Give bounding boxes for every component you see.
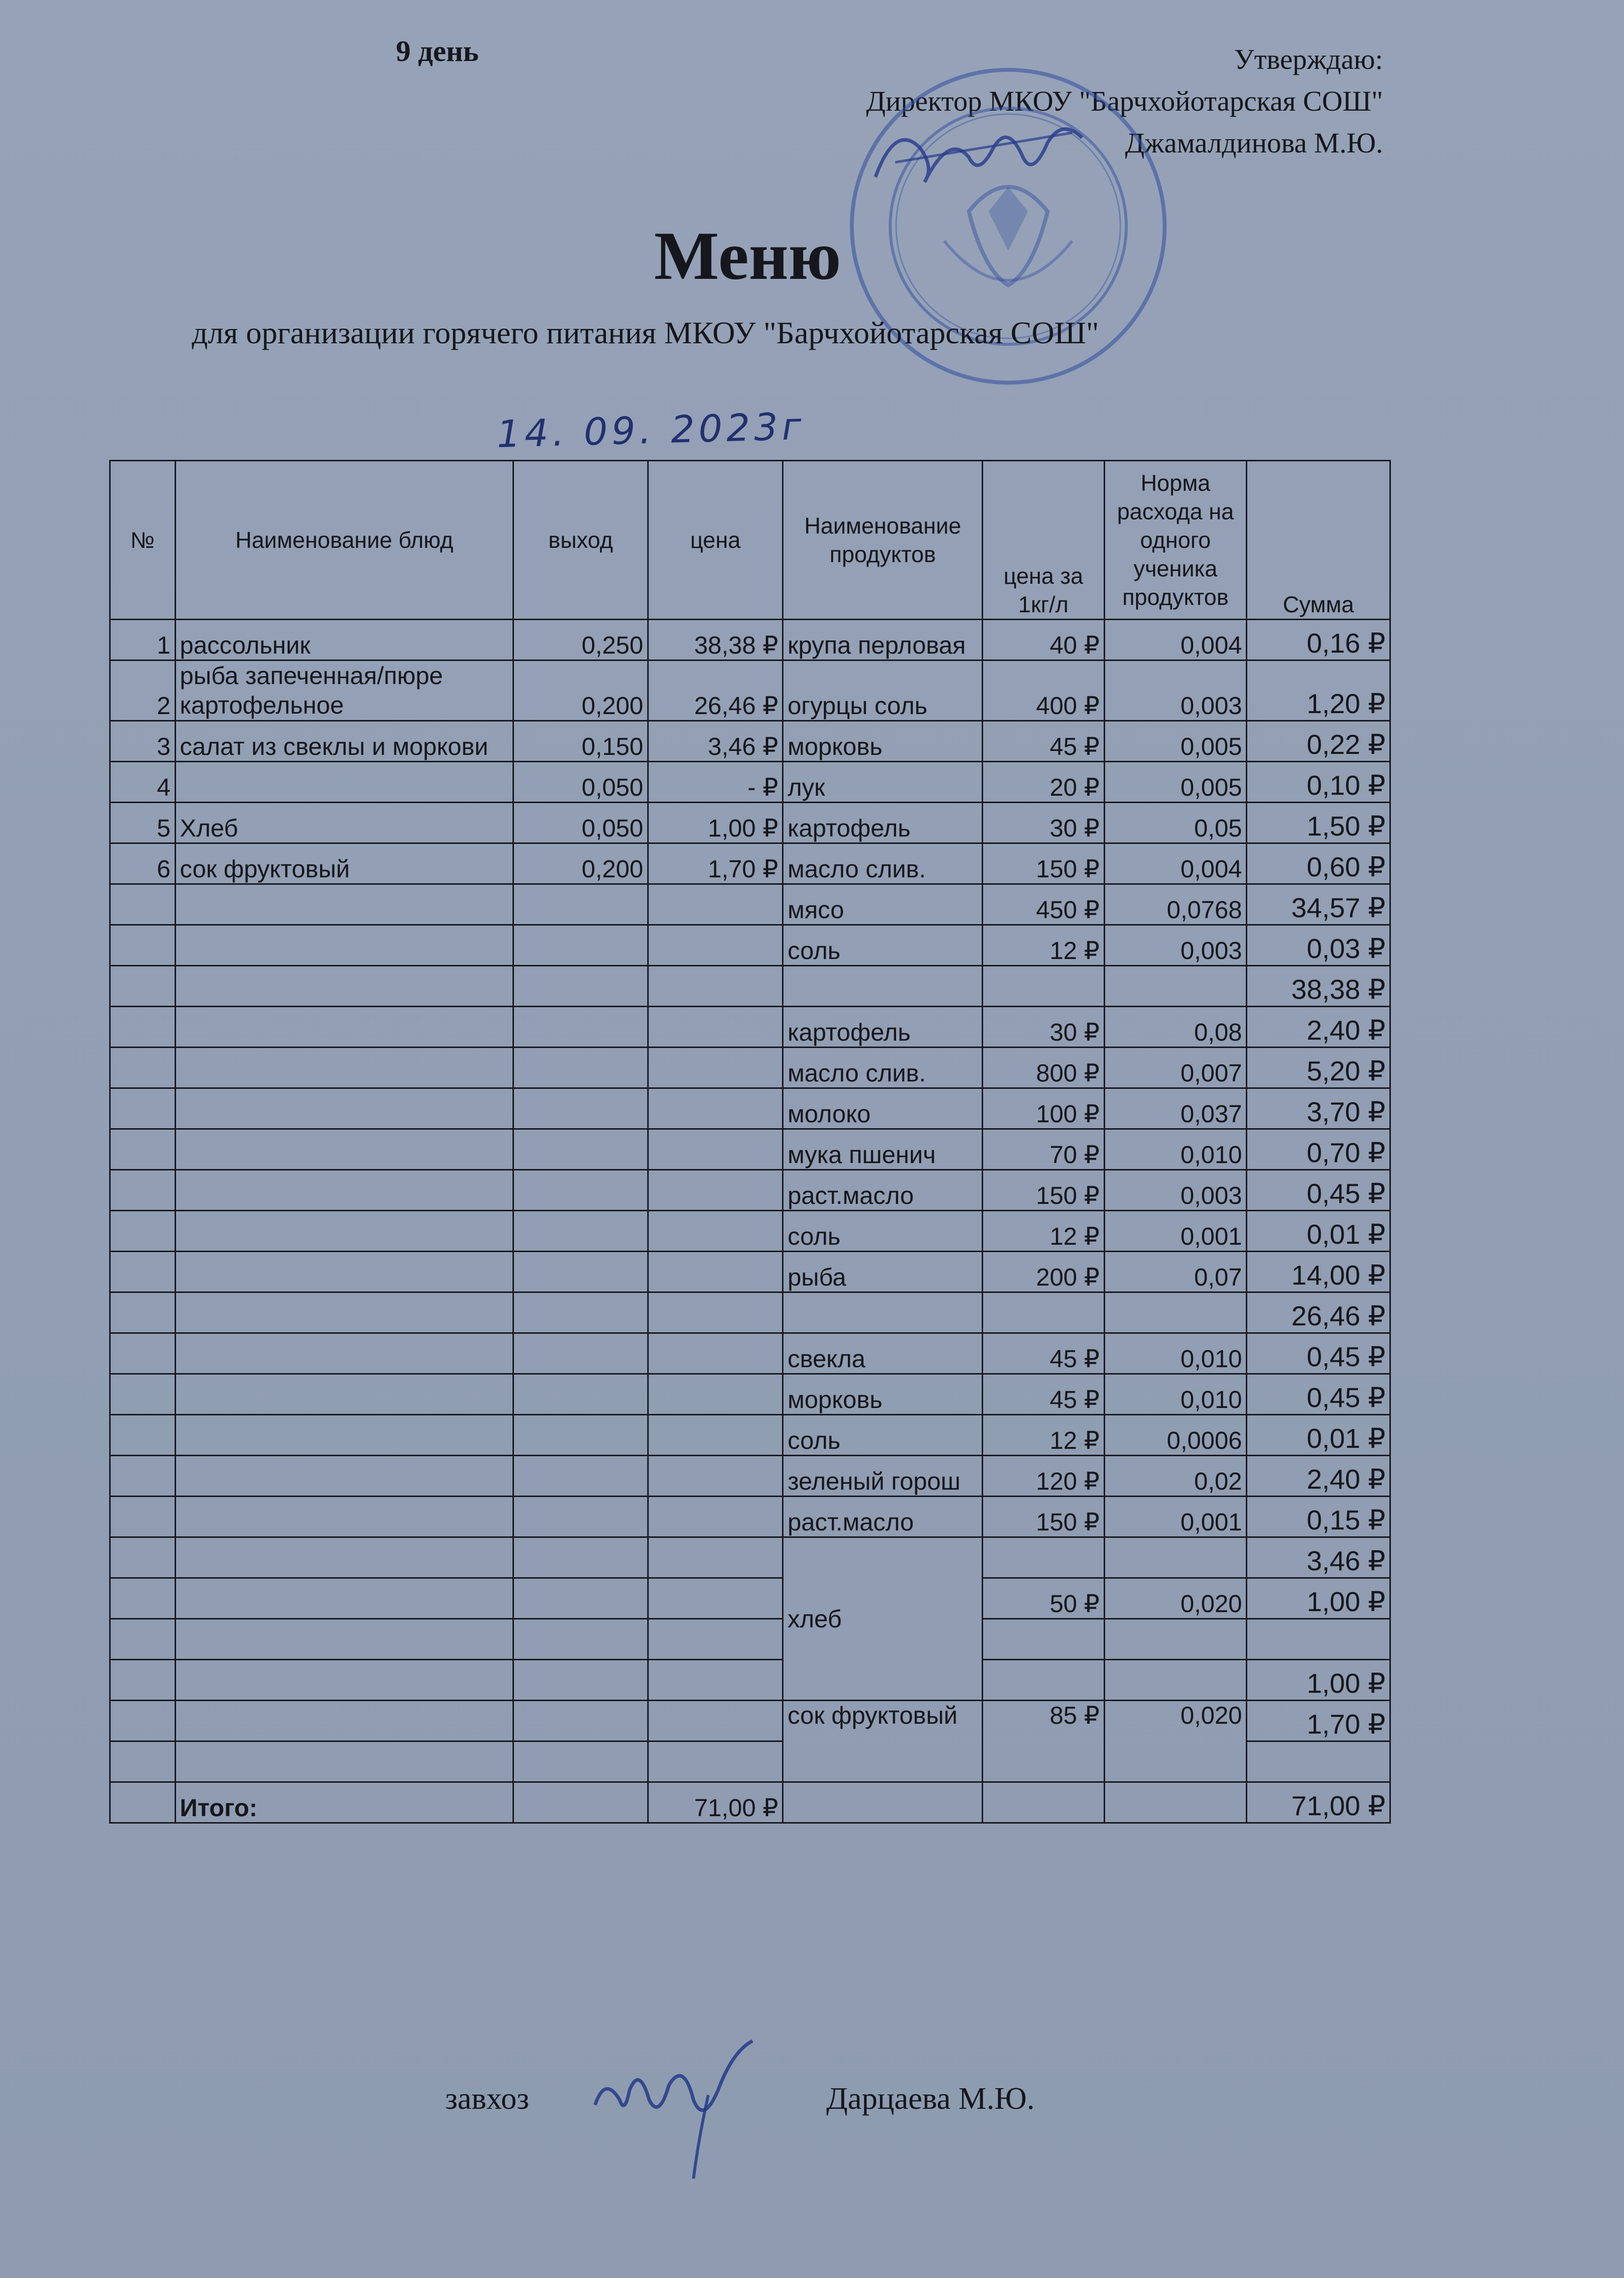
row-price-per-kg: [983, 1619, 1104, 1660]
row-output: [513, 1088, 648, 1129]
row-price: [648, 1537, 783, 1578]
row-no: [110, 1292, 176, 1333]
row-output: 0,200: [513, 660, 648, 721]
row-no: [110, 1456, 176, 1497]
row-norm: 0,001: [1104, 1211, 1247, 1252]
row-price-per-kg: 150 ₽: [983, 1497, 1104, 1537]
row-dish: [175, 1701, 513, 1741]
row-price-per-kg: 200 ₽: [983, 1252, 1104, 1292]
row-sum: 0,45 ₽: [1247, 1374, 1390, 1415]
table-row: [110, 966, 1390, 1007]
row-product: [783, 1292, 983, 1333]
total-label: Итого:: [175, 1782, 513, 1823]
row-no: [110, 1129, 176, 1170]
row-norm: 0,001: [1104, 1497, 1247, 1537]
row-price: [648, 1415, 783, 1456]
row-dish: [175, 1252, 513, 1292]
row-sum: 0,22 ₽: [1247, 721, 1390, 762]
row-no: [110, 1578, 176, 1619]
row-price: [648, 925, 783, 966]
row-price: [648, 1007, 783, 1048]
row-product: крупа перловая: [783, 620, 983, 660]
total-no: [110, 1782, 176, 1823]
row-no: [110, 1088, 176, 1129]
row-norm: [1104, 1660, 1247, 1701]
row-product: [783, 966, 983, 1007]
row-sum: [1247, 1619, 1390, 1660]
table-total-row: [110, 1782, 1390, 1823]
row-product: соль: [783, 1415, 983, 1456]
row-price-per-kg: 30 ₽: [983, 1007, 1104, 1048]
row-output: [513, 1129, 648, 1170]
footer-role: завхоз: [445, 2081, 529, 2116]
row-price-per-kg: 12 ₽: [983, 1211, 1104, 1252]
row-norm: 0,07: [1104, 1252, 1247, 1292]
row-dish: [175, 1007, 513, 1048]
row-dish: салат из свеклы и моркови: [175, 721, 513, 762]
row-price: [648, 884, 783, 925]
row-no: [110, 1170, 176, 1211]
table-row: [110, 721, 1390, 762]
row-norm: 0,037: [1104, 1088, 1247, 1129]
header-norm: Норма расхода на одного ученика продуктов: [1104, 461, 1247, 620]
menu-table: [109, 460, 1391, 1824]
row-norm: [1104, 1619, 1247, 1660]
row-product: масло слив.: [783, 1048, 983, 1088]
row-norm: 0,0006: [1104, 1415, 1247, 1456]
row-no: [110, 1048, 176, 1088]
table-row: [110, 803, 1390, 843]
row-norm: 0,005: [1104, 762, 1247, 803]
row-dish: сок фруктовый: [175, 843, 513, 884]
row-price: [648, 1456, 783, 1497]
row-dish: рыба запеченная/пюре картофельное: [175, 660, 513, 721]
row-output: [513, 1497, 648, 1537]
row-price: [648, 1374, 783, 1415]
row-no: [110, 1333, 176, 1374]
row-norm: [1104, 1537, 1247, 1578]
row-dish: [175, 1619, 513, 1660]
table-row: [110, 1415, 1390, 1456]
row-norm: 0,010: [1104, 1129, 1247, 1170]
row-sum: 0,15 ₽: [1247, 1497, 1390, 1537]
row-price: [648, 1701, 783, 1741]
row-dish: [175, 1333, 513, 1374]
row-dish: [175, 1456, 513, 1497]
row-price: - ₽: [648, 762, 783, 803]
row-price: [648, 1048, 783, 1088]
row-no: [110, 966, 176, 1007]
row-sum: 1,00 ₽: [1247, 1660, 1390, 1701]
table-row: [110, 1578, 1390, 1619]
row-norm: 0,010: [1104, 1374, 1247, 1415]
row-no: [110, 1497, 176, 1537]
row-sum: 0,16 ₽: [1247, 620, 1390, 660]
row-price-per-kg: 100 ₽: [983, 1088, 1104, 1129]
row-output: 0,200: [513, 843, 648, 884]
table-row: [110, 1129, 1390, 1170]
approve-director: Директор МКОУ "Барчхойотарская СОШ": [866, 85, 1383, 117]
row-no: [110, 1211, 176, 1252]
row-dish: [175, 966, 513, 1007]
row-price-per-kg: 12 ₽: [983, 1415, 1104, 1456]
table-row: [110, 1170, 1390, 1211]
approve-name: Джамалдинова М.Ю.: [1125, 127, 1383, 159]
table-row: [110, 884, 1390, 925]
row-norm: 0,007: [1104, 1048, 1247, 1088]
row-price: [648, 1333, 783, 1374]
row-no: [110, 1415, 176, 1456]
table-row: [110, 762, 1390, 803]
total-output: [513, 1782, 648, 1823]
row-norm: 0,020: [1104, 1578, 1247, 1619]
row-no: [110, 1701, 176, 1741]
row-norm: [1104, 1292, 1247, 1333]
row-product: хлеб: [783, 1537, 983, 1701]
row-price-per-kg: 45 ₽: [983, 1374, 1104, 1415]
row-no: 3: [110, 721, 176, 762]
row-product: морковь: [783, 1374, 983, 1415]
table-row: [110, 1333, 1390, 1374]
row-dish: рассольник: [175, 620, 513, 660]
table-row: [110, 1456, 1390, 1497]
row-output: [513, 1292, 648, 1333]
table-row: [110, 1374, 1390, 1415]
header-price: цена: [648, 461, 783, 620]
row-price: [648, 1497, 783, 1537]
row-dish: [175, 1292, 513, 1333]
table-row: [110, 1619, 1390, 1660]
row-output: [513, 884, 648, 925]
row-norm: [1104, 966, 1247, 1007]
row-sum: 1,50 ₽: [1247, 803, 1390, 843]
day-label: 9 день: [396, 35, 479, 67]
row-price: [648, 1578, 783, 1619]
row-price-per-kg: 800 ₽: [983, 1048, 1104, 1088]
row-no: [110, 1537, 176, 1578]
row-sum: 26,46 ₽: [1247, 1292, 1390, 1333]
row-output: [513, 1456, 648, 1497]
table-row: [110, 1252, 1390, 1292]
row-product: раст.масло: [783, 1497, 983, 1537]
table-row: [110, 1292, 1390, 1333]
row-price-per-kg: 400 ₽: [983, 660, 1104, 721]
row-no: 5: [110, 803, 176, 843]
row-sum: 0,70 ₽: [1247, 1129, 1390, 1170]
row-sum: 0,01 ₽: [1247, 1211, 1390, 1252]
row-price: 1,00 ₽: [648, 803, 783, 843]
row-price: 3,46 ₽: [648, 721, 783, 762]
row-output: [513, 1619, 648, 1660]
row-sum: [1247, 1741, 1390, 1782]
row-norm: 0,02: [1104, 1456, 1247, 1497]
table-row: [110, 843, 1390, 884]
row-price: [648, 966, 783, 1007]
header-output: выход: [513, 461, 648, 620]
row-norm: 0,003: [1104, 925, 1247, 966]
row-sum: 34,57 ₽: [1247, 884, 1390, 925]
row-price-per-kg: 150 ₽: [983, 1170, 1104, 1211]
row-norm: 0,003: [1104, 660, 1247, 721]
row-sum: 38,38 ₽: [1247, 966, 1390, 1007]
table-row: [110, 1007, 1390, 1048]
table-row: [110, 1537, 1390, 1578]
row-norm: 0,003: [1104, 1170, 1247, 1211]
row-price: [648, 1129, 783, 1170]
row-dish: [175, 1048, 513, 1088]
total-product: [783, 1782, 983, 1823]
row-product: зеленый горош: [783, 1456, 983, 1497]
row-price-per-kg: 120 ₽: [983, 1456, 1104, 1497]
row-output: [513, 1415, 648, 1456]
row-price: [648, 1660, 783, 1701]
row-no: 2: [110, 660, 176, 721]
row-output: 0,150: [513, 721, 648, 762]
row-sum: 0,45 ₽: [1247, 1333, 1390, 1374]
row-dish: [175, 1741, 513, 1782]
table-row: [110, 1088, 1390, 1129]
row-no: [110, 1619, 176, 1660]
row-norm: 0,05: [1104, 803, 1247, 843]
total-norm: [1104, 1782, 1247, 1823]
row-product: мука пшенич: [783, 1129, 983, 1170]
row-sum: 0,60 ₽: [1247, 843, 1390, 884]
row-sum: 0,10 ₽: [1247, 762, 1390, 803]
row-dish: [175, 1578, 513, 1619]
table-row: [110, 1048, 1390, 1088]
row-price-per-kg: 70 ₽: [983, 1129, 1104, 1170]
row-output: [513, 1170, 648, 1211]
row-no: [110, 1374, 176, 1415]
row-dish: [175, 1129, 513, 1170]
row-price-per-kg: 45 ₽: [983, 721, 1104, 762]
row-sum: 3,70 ₽: [1247, 1088, 1390, 1129]
row-no: [110, 884, 176, 925]
row-price-per-kg: 45 ₽: [983, 1333, 1104, 1374]
row-output: [513, 1537, 648, 1578]
row-dish: [175, 1170, 513, 1211]
row-product: огурцы соль: [783, 660, 983, 721]
row-product: раст.масло: [783, 1170, 983, 1211]
row-output: [513, 1007, 648, 1048]
row-output: 0,050: [513, 803, 648, 843]
row-price: [648, 1088, 783, 1129]
row-price: [648, 1252, 783, 1292]
row-product: рыба: [783, 1252, 983, 1292]
row-output: [513, 966, 648, 1007]
row-norm: 0,005: [1104, 721, 1247, 762]
page-subtitle: для организации горячего питания МКОУ "Барчхойотарская СОШ": [192, 315, 1099, 350]
row-sum: 1,70 ₽: [1247, 1701, 1390, 1741]
row-price-per-kg: [983, 1292, 1104, 1333]
row-sum: 3,46 ₽: [1247, 1537, 1390, 1578]
table-header-row: [110, 461, 1390, 620]
row-dish: Хлеб: [175, 803, 513, 843]
header-sum: Сумма: [1247, 461, 1390, 620]
row-price-per-kg: 50 ₽: [983, 1578, 1104, 1619]
total-sum: 71,00 ₽: [1247, 1782, 1390, 1823]
row-dish: [175, 1374, 513, 1415]
row-no: [110, 1252, 176, 1292]
row-product: свекла: [783, 1333, 983, 1374]
row-sum: 0,03 ₽: [1247, 925, 1390, 966]
row-output: [513, 925, 648, 966]
row-dish: [175, 925, 513, 966]
table-row: [110, 660, 1390, 721]
row-dish: [175, 762, 513, 803]
row-sum: 14,00 ₽: [1247, 1252, 1390, 1292]
row-sum: 0,01 ₽: [1247, 1415, 1390, 1456]
row-no: [110, 1007, 176, 1048]
row-norm: 0,004: [1104, 843, 1247, 884]
row-price-per-kg: [983, 966, 1104, 1007]
approve-caption: Утверждаю:: [1234, 43, 1383, 75]
row-product: молоко: [783, 1088, 983, 1129]
row-price: 1,70 ₽: [648, 843, 783, 884]
table-row: [110, 1211, 1390, 1252]
row-dish: [175, 1537, 513, 1578]
row-product: сок фруктовый: [783, 1701, 983, 1782]
row-output: [513, 1252, 648, 1292]
row-dish: [175, 1415, 513, 1456]
row-product: картофель: [783, 1007, 983, 1048]
total-price: 71,00 ₽: [648, 1782, 783, 1823]
row-norm: 0,020: [1104, 1701, 1247, 1782]
table-row: [110, 1497, 1390, 1537]
row-sum: 1,00 ₽: [1247, 1578, 1390, 1619]
row-product: мясо: [783, 884, 983, 925]
row-output: [513, 1333, 648, 1374]
row-output: [513, 1211, 648, 1252]
row-output: [513, 1701, 648, 1741]
row-product: картофель: [783, 803, 983, 843]
header-price-per-kg: цена за 1кг/л: [983, 461, 1104, 620]
row-price: 26,46 ₽: [648, 660, 783, 721]
row-output: [513, 1374, 648, 1415]
row-norm: 0,004: [1104, 620, 1247, 660]
header-dish: Наименование блюд: [175, 461, 513, 620]
row-sum: 5,20 ₽: [1247, 1048, 1390, 1088]
row-no: 1: [110, 620, 176, 660]
table-row: [110, 620, 1390, 660]
storekeeper-signature: [585, 2031, 792, 2193]
row-sum: 2,40 ₽: [1247, 1456, 1390, 1497]
row-product: масло слив.: [783, 843, 983, 884]
row-norm: 0,0768: [1104, 884, 1247, 925]
handwritten-date: 14. 09. 2023г: [496, 404, 806, 456]
row-output: [513, 1048, 648, 1088]
row-dish: [175, 1088, 513, 1129]
table-row: [110, 1701, 1390, 1741]
row-product: соль: [783, 925, 983, 966]
row-product: морковь: [783, 721, 983, 762]
row-norm: 0,08: [1104, 1007, 1247, 1048]
row-output: [513, 1741, 648, 1782]
row-price-per-kg: 20 ₽: [983, 762, 1104, 803]
row-price-per-kg: 150 ₽: [983, 843, 1104, 884]
table-row: [110, 925, 1390, 966]
row-price: [648, 1619, 783, 1660]
row-output: [513, 1660, 648, 1701]
row-sum: 0,45 ₽: [1247, 1170, 1390, 1211]
row-price: [648, 1170, 783, 1211]
row-price-per-kg: [983, 1537, 1104, 1578]
row-no: [110, 1741, 176, 1782]
footer-name: Дарцаева М.Ю.: [826, 2081, 1035, 2116]
row-sum: 1,20 ₽: [1247, 660, 1390, 721]
row-price-per-kg: 85 ₽: [983, 1701, 1104, 1782]
row-price-per-kg: 30 ₽: [983, 803, 1104, 843]
row-price-per-kg: 450 ₽: [983, 884, 1104, 925]
row-no: [110, 925, 176, 966]
row-dish: [175, 1497, 513, 1537]
row-dish: [175, 1660, 513, 1701]
row-price: 38,38 ₽: [648, 620, 783, 660]
row-output: 0,050: [513, 762, 648, 803]
row-output: [513, 1578, 648, 1619]
row-dish: [175, 884, 513, 925]
total-price-per-kg: [983, 1782, 1104, 1823]
row-no: 4: [110, 762, 176, 803]
row-no: 6: [110, 843, 176, 884]
row-product: лук: [783, 762, 983, 803]
row-output: 0,250: [513, 620, 648, 660]
row-price-per-kg: 40 ₽: [983, 620, 1104, 660]
row-price-per-kg: [983, 1660, 1104, 1701]
header-no: №: [110, 461, 176, 620]
row-sum: 2,40 ₽: [1247, 1007, 1390, 1048]
row-norm: 0,010: [1104, 1333, 1247, 1374]
row-dish: [175, 1211, 513, 1252]
page-title: Меню: [654, 218, 842, 294]
row-price: [648, 1741, 783, 1782]
header-products: Наименование продуктов: [783, 461, 983, 620]
row-no: [110, 1660, 176, 1701]
row-product: соль: [783, 1211, 983, 1252]
row-price: [648, 1211, 783, 1252]
director-signature: [866, 103, 1102, 202]
table-row: [110, 1660, 1390, 1701]
row-price: [648, 1292, 783, 1333]
row-price-per-kg: 12 ₽: [983, 925, 1104, 966]
